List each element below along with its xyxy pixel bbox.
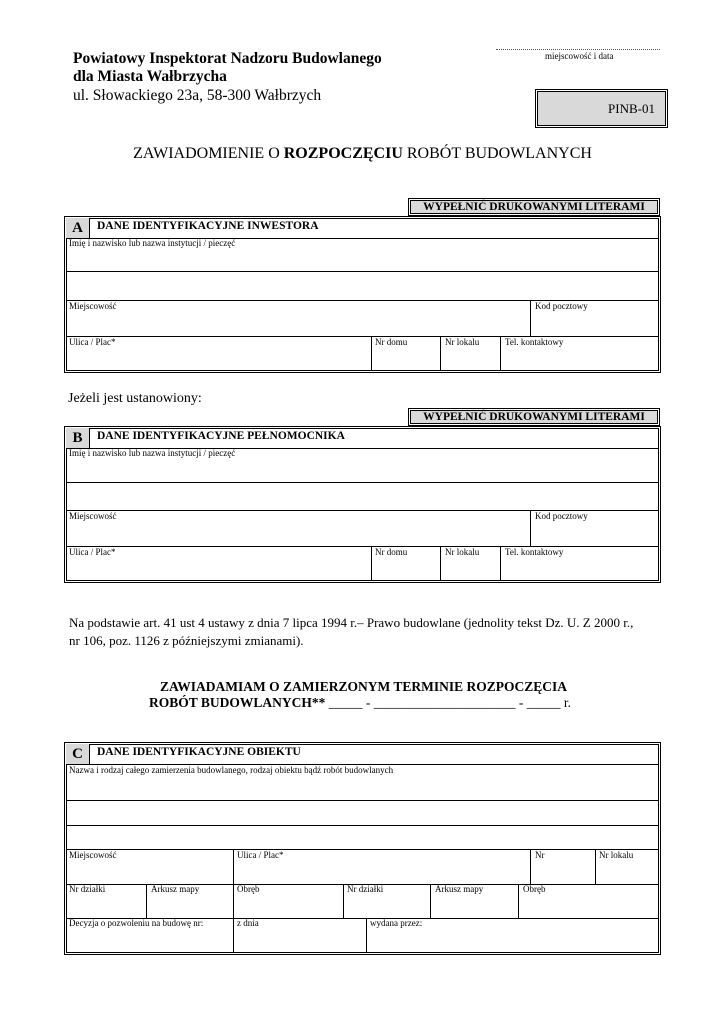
permit-date-label: z dnia xyxy=(237,918,259,928)
fill-notice-b: WYPEŁNIĆ DRUKOWANYMI LITERAMI xyxy=(408,408,660,426)
section-b-title: DANE IDENTYFIKACYJNE PEŁNOMOCNIKA xyxy=(97,430,345,442)
map-sheet2-label: Arkusz mapy xyxy=(435,884,484,894)
divider xyxy=(530,510,531,546)
divider xyxy=(66,546,659,547)
divider xyxy=(233,884,234,918)
plot-label: Nr działki xyxy=(69,884,106,894)
divider xyxy=(146,884,147,918)
section-b-letter: B xyxy=(66,428,90,448)
precinct-label: Obręb xyxy=(237,884,260,894)
divider xyxy=(530,849,531,884)
plot2-label: Nr działki xyxy=(347,884,384,894)
object-name-field[interactable] xyxy=(66,766,659,848)
form-code: PINB-01 xyxy=(608,100,655,116)
investor-name-field[interactable] xyxy=(66,240,659,300)
investor-phone-label: Tel. kontaktowy xyxy=(505,337,564,347)
proxy-phone-label: Tel. kontaktowy xyxy=(505,547,564,557)
proxy-name-label: Imię i nazwisko lub nazwa instytucji / pieczęć xyxy=(69,448,236,458)
form-code-box xyxy=(535,89,668,128)
investor-house-label: Nr domu xyxy=(375,337,408,347)
section-c-title: DANE IDENTYFIKACYJNE OBIEKTU xyxy=(97,746,301,758)
divider xyxy=(66,271,659,272)
divider xyxy=(518,884,519,918)
place-date-field[interactable] xyxy=(496,49,660,50)
if-established-note: Jeżeli jest ustanowiony: xyxy=(68,391,202,406)
divider xyxy=(371,546,372,581)
start-notice-line2 xyxy=(149,694,571,711)
section-a-title: DANE IDENTYFIKACYJNE INWESTORA xyxy=(97,220,319,232)
permit-number-label: Decyzja o pozwoleniu na budowę nr: xyxy=(69,918,204,928)
object-nr-label: Nr xyxy=(535,850,545,860)
divider xyxy=(371,336,372,371)
object-flat-label: Nr lokalu xyxy=(599,850,634,860)
section-a-letter: A xyxy=(66,218,90,238)
object-name-label: Nazwa i rodzaj całego zamierzenia budowlanego, rodzaj obiektu bądź robót budowlanych xyxy=(69,765,394,775)
investor-name-label: Imię i nazwisko lub nazwa instytucji / pieczęć xyxy=(69,238,236,248)
fill-notice-a: WYPEŁNIĆ DRUKOWANYMI LITERAMI xyxy=(408,198,660,216)
authority-name-line1: Powiatowy Inspektorat Nadzoru Budowlanego xyxy=(73,50,382,67)
section-c-letter: C xyxy=(66,744,90,764)
proxy-street-label: Ulica / Plac* xyxy=(69,547,116,557)
precinct2-label: Obręb xyxy=(523,884,546,894)
title-part3: ROBÓT BUDOWLANYCH xyxy=(402,145,592,162)
title-part2: ROZPOCZĘCIU xyxy=(283,145,403,162)
proxy-city-label: Miejscowość xyxy=(69,511,117,521)
proxy-house-label: Nr domu xyxy=(375,547,408,557)
title-part1: ZAWIADOMIENIE O xyxy=(133,145,284,162)
object-city-label: Miejscowość xyxy=(69,850,117,860)
place-date-label: miejscowość i data xyxy=(545,51,614,61)
investor-street-label: Ulica / Plac* xyxy=(69,337,116,347)
divider xyxy=(500,336,501,371)
divider xyxy=(66,336,659,337)
investor-postal-label: Kod pocztowy xyxy=(535,301,588,311)
legal-basis-line1: Na podstawie art. 41 ust 4 ustawy z dnia 7 lipca 1994 r.– Prawo budowlane (jednolity tekst Dz. U. Z 2000 r., xyxy=(69,615,634,630)
authority-name-line2: dla Miasta Wałbrzycha xyxy=(73,68,227,85)
divider xyxy=(500,546,501,581)
divider xyxy=(66,825,659,826)
start-date-field[interactable]: _____ - _____________________ - _____ r. xyxy=(325,695,572,710)
investor-city-label: Miejscowość xyxy=(69,301,117,311)
object-street-label: Ulica / Plac* xyxy=(237,850,284,860)
divider xyxy=(366,918,367,953)
proxy-flat-label: Nr lokalu xyxy=(445,547,480,557)
map-sheet-label: Arkusz mapy xyxy=(151,884,200,894)
divider xyxy=(595,849,596,884)
divider xyxy=(430,884,431,918)
permit-issuer-label: wydana przez: xyxy=(370,918,423,928)
document-title xyxy=(0,145,725,163)
divider xyxy=(233,849,234,884)
divider xyxy=(66,849,659,850)
proxy-name-field[interactable] xyxy=(66,450,659,510)
divider xyxy=(66,482,659,483)
legal-basis-line2: nr 106, poz. 1126 z późniejszymi zmianami). xyxy=(69,633,304,648)
divider xyxy=(440,336,441,371)
proxy-postal-label: Kod pocztowy xyxy=(535,511,588,521)
divider xyxy=(530,300,531,336)
divider xyxy=(440,546,441,581)
investor-flat-label: Nr lokalu xyxy=(445,337,480,347)
divider xyxy=(66,800,659,801)
divider xyxy=(343,884,344,918)
start-notice-label: ROBÓT BUDOWLANYCH** xyxy=(149,695,326,710)
authority-address: ul. Słowackiego 23a, 58-300 Wałbrzych xyxy=(73,87,322,104)
divider xyxy=(233,918,234,953)
start-notice-line1: ZAWIADAMIAM O ZAMIERZONYM TERMINIE ROZPOCZĘCIA xyxy=(160,679,568,694)
